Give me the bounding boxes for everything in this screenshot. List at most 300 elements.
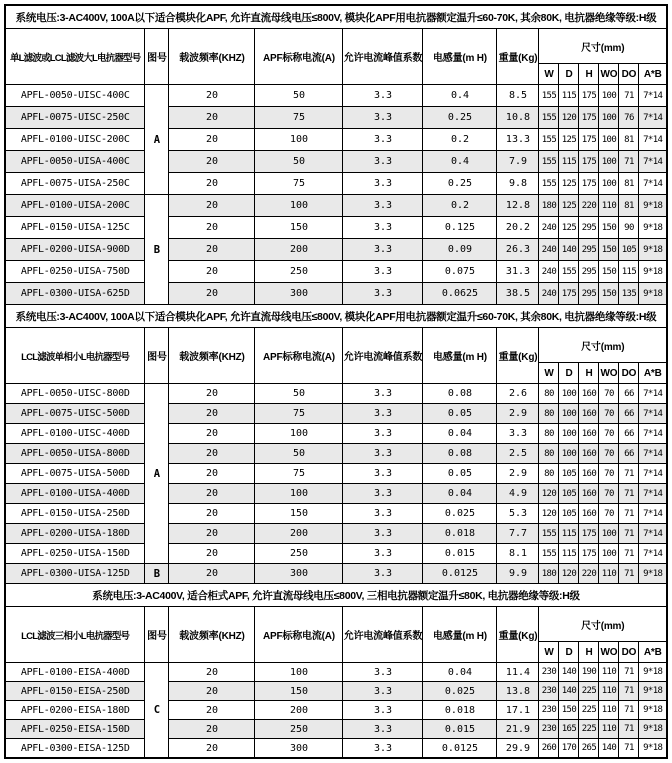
section-banner-row <box>5 305 667 328</box>
data-cell: 3.3 <box>343 384 423 404</box>
data-cell: 3.3 <box>343 424 423 444</box>
data-cell: 71 <box>619 720 639 739</box>
size-sub-header: D <box>559 64 579 85</box>
weight-column-header: 重量(Kg) <box>497 328 539 384</box>
data-cell: 11.4 <box>497 663 539 682</box>
data-cell: 200 <box>255 239 343 261</box>
current-column-header: APF标称电流(A) <box>255 607 343 663</box>
data-cell: 150 <box>599 283 619 305</box>
data-cell: 0.05 <box>423 464 497 484</box>
freq-column-header: 载波频率(KHZ) <box>169 328 255 384</box>
data-cell: 31.3 <box>497 261 539 283</box>
data-cell: 3.3 <box>343 217 423 239</box>
size-sub-header: H <box>579 642 599 663</box>
data-cell: 135 <box>619 283 639 305</box>
data-cell: 3.3 <box>497 424 539 444</box>
spec-table-body <box>5 5 667 758</box>
data-cell: 240 <box>539 283 559 305</box>
data-cell: 75 <box>255 107 343 129</box>
data-cell: 0.08 <box>423 444 497 464</box>
data-cell: 20 <box>169 544 255 564</box>
data-cell: 7*14 <box>639 544 667 564</box>
tuhao-column-header: 图号 <box>145 607 169 663</box>
data-cell: 0.04 <box>423 424 497 444</box>
data-cell: 70 <box>599 404 619 424</box>
model-column-header: LCL滤波单相小L电抗器型号 <box>5 328 145 384</box>
data-cell: 3.3 <box>343 524 423 544</box>
data-cell: 3.3 <box>343 564 423 584</box>
data-cell: 9*18 <box>639 217 667 239</box>
data-cell: 155 <box>559 261 579 283</box>
figure-group-cell: C <box>145 663 169 759</box>
size-sub-header: D <box>559 363 579 384</box>
data-cell: 150 <box>599 239 619 261</box>
figure-group-cell: B <box>145 195 169 305</box>
data-cell: 240 <box>539 239 559 261</box>
data-cell: 9.9 <box>497 564 539 584</box>
data-cell: 9*18 <box>639 283 667 305</box>
data-cell: 0.2 <box>423 129 497 151</box>
inductance-column-header: 电感量(m H) <box>423 607 497 663</box>
data-cell: 155 <box>539 544 559 564</box>
data-cell: 9*18 <box>639 663 667 682</box>
data-cell: 155 <box>539 151 559 173</box>
model-column-header: LCL滤波三相小L电抗器型号 <box>5 607 145 663</box>
data-cell: 20 <box>169 129 255 151</box>
size-sub-header: H <box>579 64 599 85</box>
data-cell: 200 <box>255 701 343 720</box>
tuhao-column-header: 图号 <box>145 29 169 85</box>
data-cell: 0.015 <box>423 544 497 564</box>
data-cell: 7*14 <box>639 384 667 404</box>
data-cell: 3.3 <box>343 739 423 759</box>
data-cell: 3.3 <box>343 151 423 173</box>
data-cell: 20 <box>169 682 255 701</box>
size-sub-header: H <box>579 363 599 384</box>
data-cell: 100 <box>255 663 343 682</box>
table-row <box>5 682 667 701</box>
data-cell: 115 <box>559 544 579 564</box>
data-cell: 7*14 <box>639 464 667 484</box>
size-sub-header: A*B <box>639 642 667 663</box>
freq-column-header: 载波频率(KHZ) <box>169 607 255 663</box>
tuhao-column-header: 图号 <box>145 328 169 384</box>
data-cell: 120 <box>559 564 579 584</box>
data-cell: 100 <box>559 404 579 424</box>
model-cell: APFL-0200-UISA-180D <box>5 524 145 544</box>
table-row <box>5 720 667 739</box>
data-cell: 7*14 <box>639 524 667 544</box>
data-cell: 160 <box>579 384 599 404</box>
data-cell: 155 <box>539 129 559 151</box>
model-cell: APFL-0100-UISA-200C <box>5 195 145 217</box>
model-cell: APFL-0075-UISA-250C <box>5 173 145 195</box>
data-cell: 140 <box>559 682 579 701</box>
data-cell: 3.3 <box>343 682 423 701</box>
table-row <box>5 173 667 195</box>
data-cell: 175 <box>579 173 599 195</box>
data-cell: 0.05 <box>423 404 497 424</box>
table-row <box>5 444 667 464</box>
data-cell: 3.3 <box>343 261 423 283</box>
data-cell: 0.025 <box>423 682 497 701</box>
table-row <box>5 129 667 151</box>
model-cell: APFL-0250-UISA-150D <box>5 544 145 564</box>
data-cell: 0.2 <box>423 195 497 217</box>
data-cell: 3.3 <box>343 504 423 524</box>
table-row <box>5 484 667 504</box>
table-row <box>5 217 667 239</box>
data-cell: 265 <box>579 739 599 759</box>
data-cell: 140 <box>599 739 619 759</box>
section-banner: 系统电压:3-AC400V, 适合柜式APF, 允许直流母线电压≤800V, 三相电抗器额定温升≤80K, 电抗器绝缘等级:H级 <box>5 584 667 607</box>
size-sub-header: W <box>539 64 559 85</box>
data-cell: 160 <box>579 444 599 464</box>
size-sub-header: A*B <box>639 64 667 85</box>
data-cell: 100 <box>599 151 619 173</box>
data-cell: 9*18 <box>639 239 667 261</box>
data-cell: 175 <box>579 85 599 107</box>
data-cell: 230 <box>539 701 559 720</box>
data-cell: 0.04 <box>423 484 497 504</box>
data-cell: 20 <box>169 464 255 484</box>
data-cell: 110 <box>599 682 619 701</box>
figure-group-cell: A <box>145 85 169 195</box>
data-cell: 80 <box>539 384 559 404</box>
data-cell: 71 <box>619 663 639 682</box>
data-cell: 300 <box>255 564 343 584</box>
table-row <box>5 524 667 544</box>
data-cell: 105 <box>559 484 579 504</box>
size-sub-header: WO <box>599 363 619 384</box>
data-cell: 0.08 <box>423 384 497 404</box>
peak-column-header: 允许电流峰值系数 <box>343 29 423 85</box>
data-cell: 225 <box>579 701 599 720</box>
data-cell: 7*14 <box>639 424 667 444</box>
data-cell: 20 <box>169 504 255 524</box>
column-header-row <box>5 328 667 363</box>
data-cell: 110 <box>599 701 619 720</box>
data-cell: 295 <box>579 217 599 239</box>
data-cell: 3.3 <box>343 484 423 504</box>
data-cell: 17.1 <box>497 701 539 720</box>
data-cell: 7*14 <box>639 404 667 424</box>
size-sub-header: D <box>559 642 579 663</box>
data-cell: 50 <box>255 444 343 464</box>
data-cell: 10.8 <box>497 107 539 129</box>
data-cell: 90 <box>619 217 639 239</box>
table-row <box>5 261 667 283</box>
data-cell: 120 <box>539 484 559 504</box>
data-cell: 125 <box>559 173 579 195</box>
model-cell: APFL-0100-UISC-400D <box>5 424 145 444</box>
data-cell: 160 <box>579 464 599 484</box>
data-cell: 125 <box>559 195 579 217</box>
data-cell: 150 <box>559 701 579 720</box>
data-cell: 71 <box>619 701 639 720</box>
section-banner: 系统电压:3-AC400V, 100A以下适合模块化APF, 允许直流母线电压≤800V, 模块化APF用电抗器额定温升≤60-70K, 其余80K, 电抗器绝缘等级:H级 <box>5 5 667 29</box>
data-cell: 71 <box>619 564 639 584</box>
data-cell: 295 <box>579 261 599 283</box>
data-cell: 13.8 <box>497 682 539 701</box>
data-cell: 75 <box>255 464 343 484</box>
size-sub-header: DO <box>619 363 639 384</box>
data-cell: 100 <box>255 129 343 151</box>
data-cell: 115 <box>559 524 579 544</box>
data-cell: 66 <box>619 424 639 444</box>
data-cell: 165 <box>559 720 579 739</box>
data-cell: 150 <box>599 261 619 283</box>
data-cell: 20 <box>169 444 255 464</box>
data-cell: 12.8 <box>497 195 539 217</box>
data-cell: 175 <box>559 283 579 305</box>
table-row <box>5 424 667 444</box>
model-cell: APFL-0050-UISA-400C <box>5 151 145 173</box>
data-cell: 7*14 <box>639 85 667 107</box>
data-cell: 71 <box>619 682 639 701</box>
data-cell: 38.5 <box>497 283 539 305</box>
data-cell: 175 <box>579 107 599 129</box>
model-cell: APFL-0050-UISC-800D <box>5 384 145 404</box>
data-cell: 7*14 <box>639 484 667 504</box>
data-cell: 0.0125 <box>423 564 497 584</box>
data-cell: 160 <box>579 484 599 504</box>
data-cell: 3.3 <box>343 173 423 195</box>
data-cell: 260 <box>539 739 559 759</box>
model-cell: APFL-0100-UISC-200C <box>5 129 145 151</box>
size-sub-header: DO <box>619 64 639 85</box>
model-cell: APFL-0150-UISA-250D <box>5 504 145 524</box>
data-cell: 80 <box>539 404 559 424</box>
data-cell: 230 <box>539 682 559 701</box>
data-cell: 3.3 <box>343 404 423 424</box>
data-cell: 20 <box>169 524 255 544</box>
data-cell: 160 <box>579 504 599 524</box>
data-cell: 0.04 <box>423 663 497 682</box>
data-cell: 100 <box>255 195 343 217</box>
model-cell: APFL-0075-UISC-250C <box>5 107 145 129</box>
data-cell: 225 <box>579 682 599 701</box>
data-cell: 300 <box>255 739 343 759</box>
data-cell: 8.5 <box>497 85 539 107</box>
column-header-row <box>5 29 667 64</box>
model-cell: APFL-0150-EISA-250D <box>5 682 145 701</box>
data-cell: 140 <box>559 663 579 682</box>
data-cell: 9*18 <box>639 564 667 584</box>
data-cell: 100 <box>599 85 619 107</box>
data-cell: 295 <box>579 283 599 305</box>
size-sub-header: W <box>539 642 559 663</box>
size-sub-header: W <box>539 363 559 384</box>
data-cell: 230 <box>539 720 559 739</box>
data-cell: 81 <box>619 129 639 151</box>
data-cell: 115 <box>559 85 579 107</box>
data-cell: 2.9 <box>497 404 539 424</box>
data-cell: 110 <box>599 195 619 217</box>
column-header-row <box>5 607 667 642</box>
inductance-column-header: 电感量(m H) <box>423 29 497 85</box>
data-cell: 0.4 <box>423 85 497 107</box>
data-cell: 110 <box>599 720 619 739</box>
current-column-header: APF标称电流(A) <box>255 328 343 384</box>
data-cell: 5.3 <box>497 504 539 524</box>
data-cell: 50 <box>255 85 343 107</box>
table-row <box>5 239 667 261</box>
table-row <box>5 85 667 107</box>
data-cell: 155 <box>539 524 559 544</box>
section-banner: 系统电压:3-AC400V, 100A以下适合模块化APF, 允许直流母线电压≤800V, 模块化APF用电抗器额定温升≤60-70K, 其余80K, 电抗器绝缘等级:H级 <box>5 305 667 328</box>
data-cell: 110 <box>599 663 619 682</box>
data-cell: 105 <box>619 239 639 261</box>
data-cell: 230 <box>539 663 559 682</box>
data-cell: 20 <box>169 720 255 739</box>
data-cell: 20 <box>169 283 255 305</box>
data-cell: 3.3 <box>343 239 423 261</box>
data-cell: 20 <box>169 173 255 195</box>
data-cell: 20 <box>169 151 255 173</box>
data-cell: 81 <box>619 195 639 217</box>
size-column-header: 尺寸(mm) <box>539 29 667 64</box>
data-cell: 66 <box>619 404 639 424</box>
size-sub-header: A*B <box>639 363 667 384</box>
data-cell: 225 <box>579 720 599 739</box>
data-cell: 140 <box>559 239 579 261</box>
data-cell: 20 <box>169 739 255 759</box>
data-cell: 0.018 <box>423 524 497 544</box>
data-cell: 70 <box>599 484 619 504</box>
data-cell: 110 <box>599 564 619 584</box>
figure-group-cell: A <box>145 384 169 564</box>
data-cell: 50 <box>255 151 343 173</box>
data-cell: 100 <box>559 444 579 464</box>
data-cell: 9.8 <box>497 173 539 195</box>
data-cell: 160 <box>579 424 599 444</box>
model-cell: APFL-0300-EISA-125D <box>5 739 145 759</box>
data-cell: 20 <box>169 195 255 217</box>
data-cell: 3.3 <box>343 720 423 739</box>
table-row <box>5 151 667 173</box>
data-cell: 125 <box>559 217 579 239</box>
data-cell: 20 <box>169 384 255 404</box>
section-banner-row <box>5 5 667 29</box>
model-cell: APFL-0200-EISA-180D <box>5 701 145 720</box>
data-cell: 240 <box>539 261 559 283</box>
data-cell: 71 <box>619 151 639 173</box>
data-cell: 3.3 <box>343 663 423 682</box>
data-cell: 20 <box>169 217 255 239</box>
size-column-header: 尺寸(mm) <box>539 328 667 363</box>
model-cell: APFL-0050-UISA-800D <box>5 444 145 464</box>
model-cell: APFL-0075-UISC-500D <box>5 404 145 424</box>
data-cell: 9*18 <box>639 261 667 283</box>
data-cell: 0.075 <box>423 261 497 283</box>
data-cell: 175 <box>579 524 599 544</box>
data-cell: 21.9 <box>497 720 539 739</box>
table-row <box>5 404 667 424</box>
data-cell: 75 <box>255 173 343 195</box>
data-cell: 70 <box>599 424 619 444</box>
table-row <box>5 564 667 584</box>
data-cell: 250 <box>255 261 343 283</box>
data-cell: 100 <box>599 524 619 544</box>
model-cell: APFL-0100-EISA-400D <box>5 663 145 682</box>
size-column-header: 尺寸(mm) <box>539 607 667 642</box>
data-cell: 150 <box>255 217 343 239</box>
data-cell: 160 <box>579 404 599 424</box>
data-cell: 2.5 <box>497 444 539 464</box>
data-cell: 9*18 <box>639 682 667 701</box>
data-cell: 50 <box>255 384 343 404</box>
peak-column-header: 允许电流峰值系数 <box>343 328 423 384</box>
data-cell: 115 <box>619 261 639 283</box>
data-cell: 100 <box>599 129 619 151</box>
data-cell: 71 <box>619 739 639 759</box>
table-row <box>5 283 667 305</box>
data-cell: 71 <box>619 85 639 107</box>
data-cell: 2.6 <box>497 384 539 404</box>
data-cell: 150 <box>255 682 343 701</box>
data-cell: 20 <box>169 239 255 261</box>
data-cell: 100 <box>599 107 619 129</box>
data-cell: 0.0625 <box>423 283 497 305</box>
data-cell: 105 <box>559 504 579 524</box>
data-cell: 20 <box>169 484 255 504</box>
current-column-header: APF标称电流(A) <box>255 29 343 85</box>
data-cell: 220 <box>579 564 599 584</box>
model-cell: APFL-0100-UISA-400D <box>5 484 145 504</box>
model-cell: APFL-0300-UISA-625D <box>5 283 145 305</box>
data-cell: 80 <box>539 444 559 464</box>
table-row <box>5 464 667 484</box>
weight-column-header: 重量(Kg) <box>497 607 539 663</box>
peak-column-header: 允许电流峰值系数 <box>343 607 423 663</box>
data-cell: 150 <box>255 504 343 524</box>
data-cell: 70 <box>599 384 619 404</box>
data-cell: 3.3 <box>343 544 423 564</box>
data-cell: 81 <box>619 173 639 195</box>
data-cell: 71 <box>619 524 639 544</box>
data-cell: 190 <box>579 663 599 682</box>
table-row <box>5 504 667 524</box>
data-cell: 76 <box>619 107 639 129</box>
model-cell: APFL-0200-UISA-900D <box>5 239 145 261</box>
data-cell: 4.9 <box>497 484 539 504</box>
data-cell: 175 <box>579 129 599 151</box>
data-cell: 7*14 <box>639 173 667 195</box>
data-cell: 180 <box>539 195 559 217</box>
data-cell: 115 <box>559 151 579 173</box>
data-cell: 100 <box>255 424 343 444</box>
data-cell: 71 <box>619 464 639 484</box>
data-cell: 20 <box>169 564 255 584</box>
data-cell: 7*14 <box>639 151 667 173</box>
data-cell: 71 <box>619 504 639 524</box>
data-cell: 3.3 <box>343 129 423 151</box>
data-cell: 20 <box>169 663 255 682</box>
figure-group-cell: B <box>145 564 169 584</box>
data-cell: 0.4 <box>423 151 497 173</box>
data-cell: 20 <box>169 85 255 107</box>
data-cell: 7*14 <box>639 107 667 129</box>
data-cell: 100 <box>559 384 579 404</box>
data-cell: 3.3 <box>343 85 423 107</box>
data-cell: 150 <box>599 217 619 239</box>
data-cell: 175 <box>579 544 599 564</box>
data-cell: 7*14 <box>639 504 667 524</box>
table-row <box>5 544 667 564</box>
model-cell: APFL-0050-UISC-400C <box>5 85 145 107</box>
data-cell: 29.9 <box>497 739 539 759</box>
